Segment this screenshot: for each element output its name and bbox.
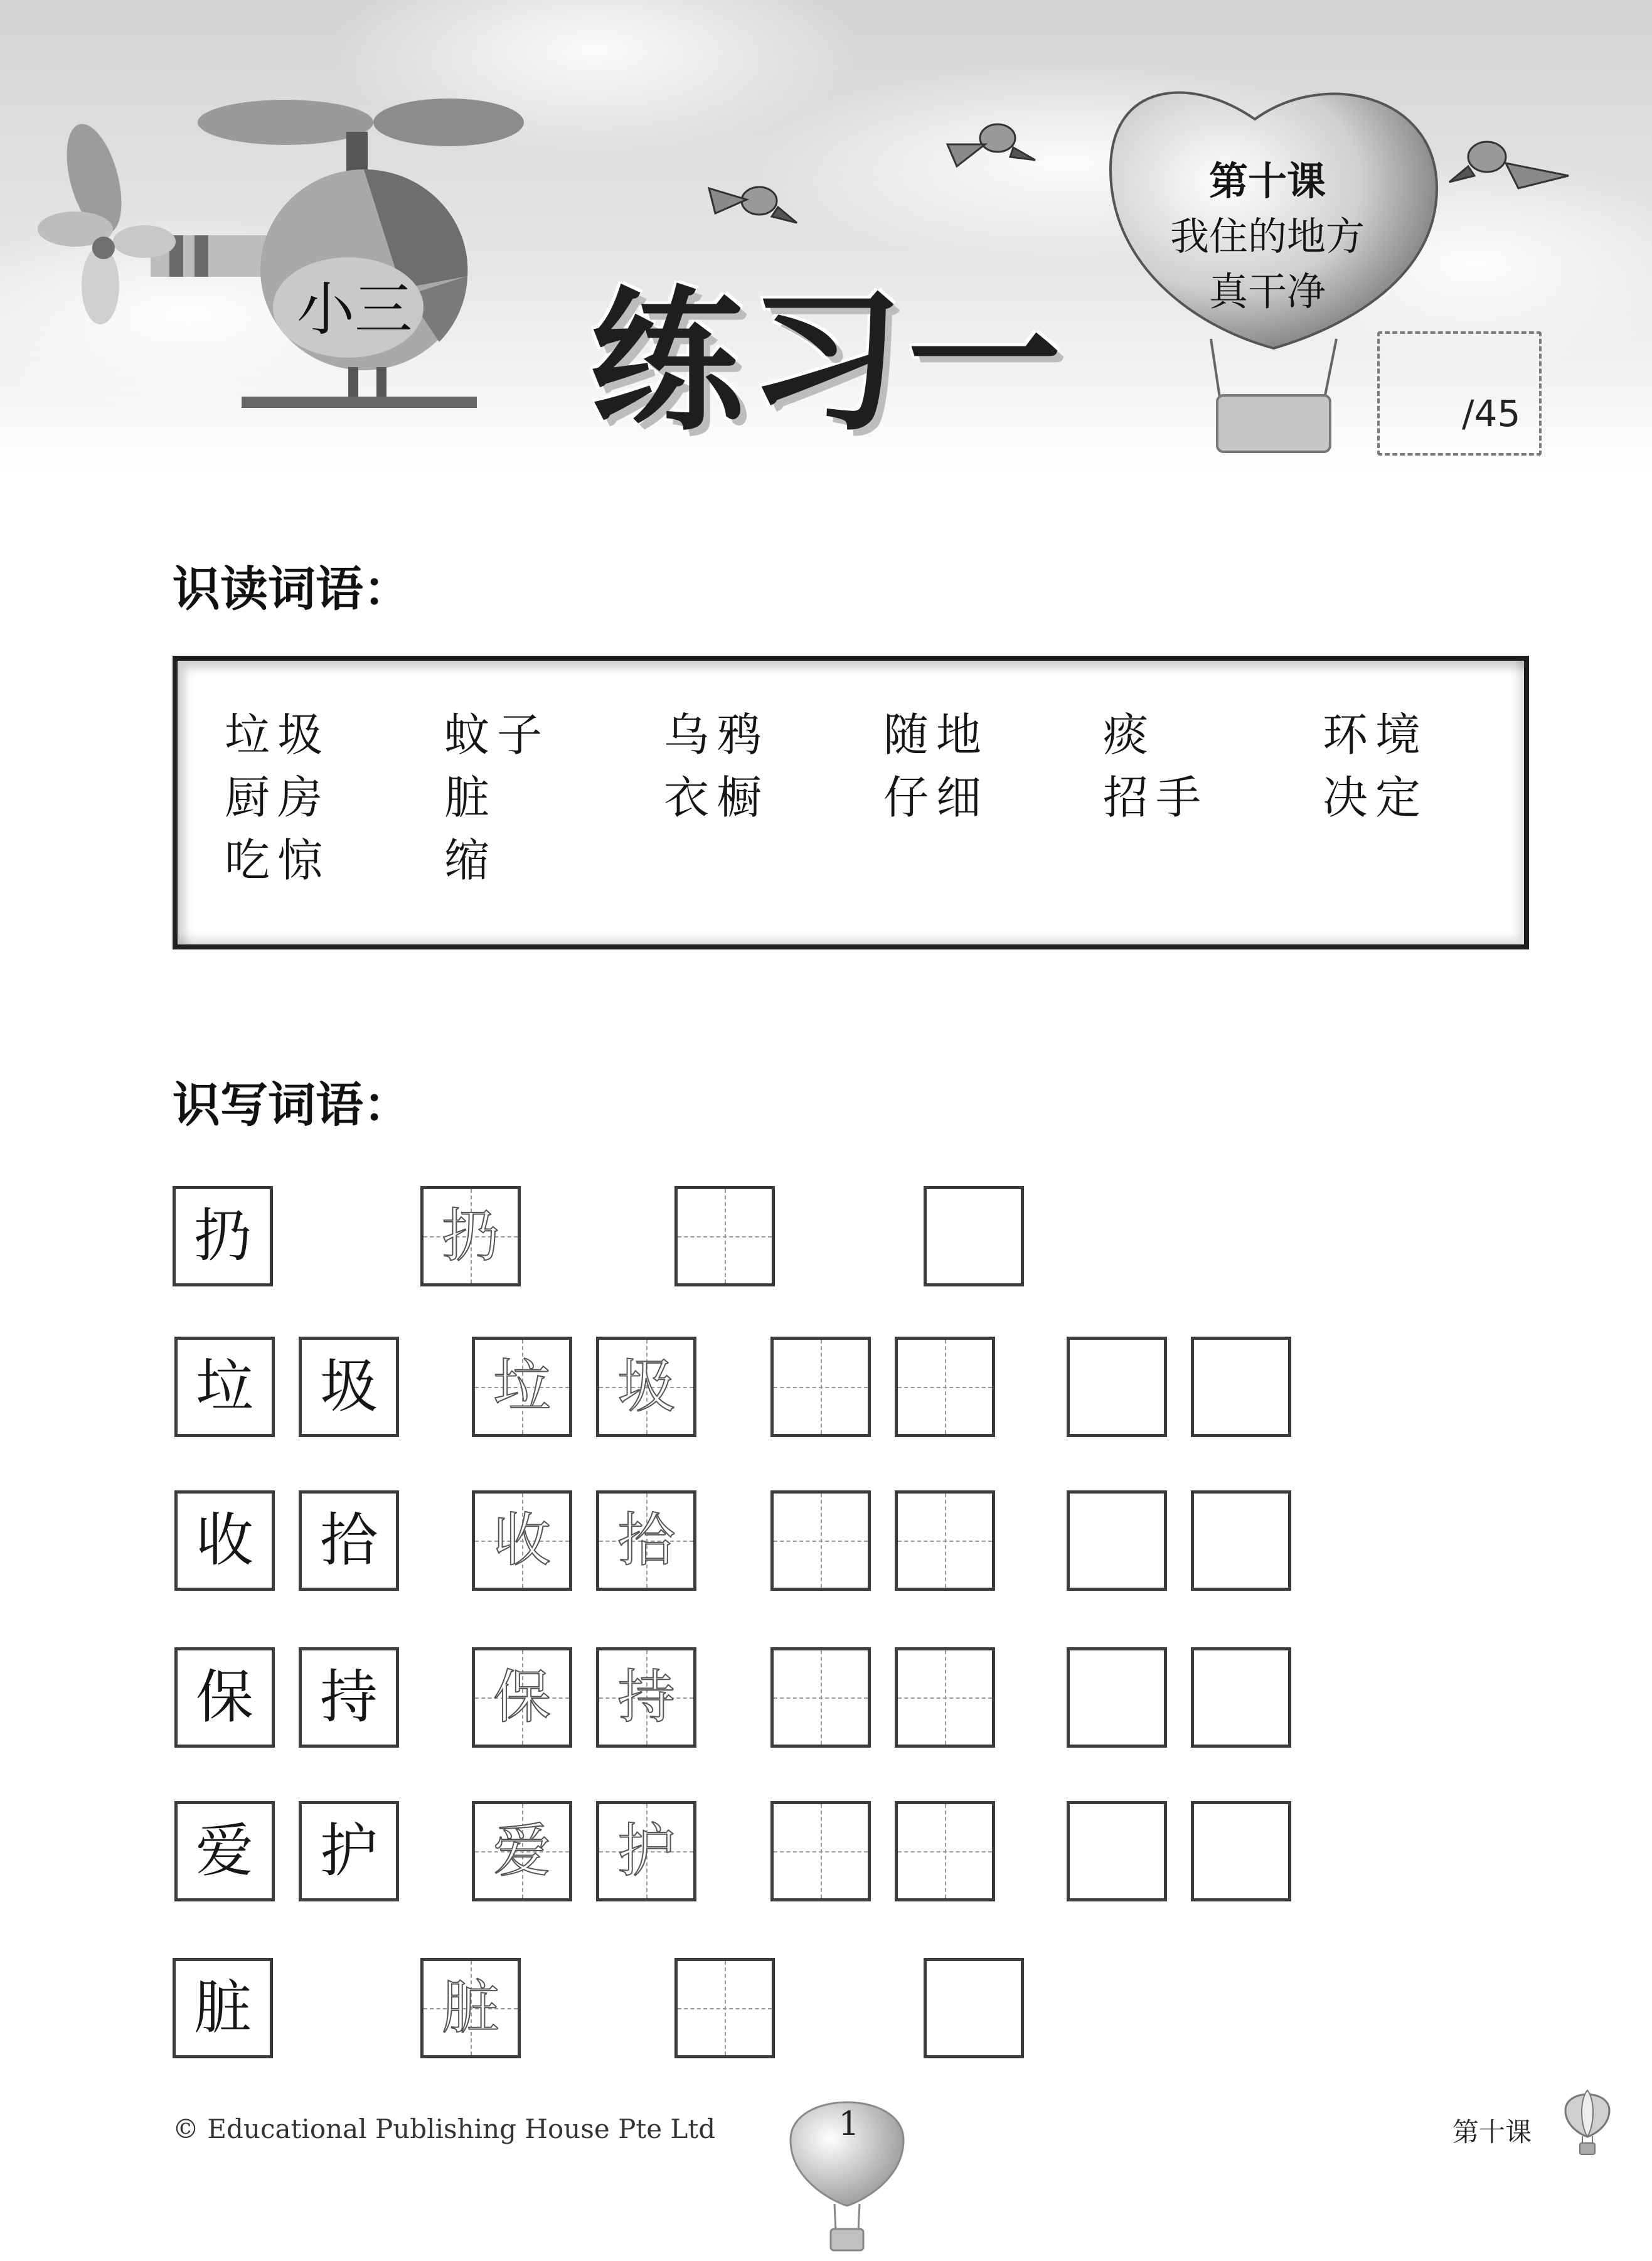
practice-character: 保 bbox=[493, 1664, 551, 1731]
grade-label: 小三 bbox=[296, 276, 412, 343]
trace-character-box[interactable] bbox=[472, 1647, 572, 1748]
practice-character: 拾 bbox=[319, 1507, 378, 1574]
guided-writing-box[interactable] bbox=[895, 1337, 995, 1437]
reading-word: 仔细 bbox=[883, 771, 989, 824]
model-character-box bbox=[299, 1337, 399, 1437]
lesson-title-line2: 真干净 bbox=[1208, 269, 1326, 314]
practice-character: 圾 bbox=[319, 1353, 378, 1420]
model-character-box bbox=[174, 1801, 275, 1901]
blank-writing-box[interactable] bbox=[1067, 1801, 1167, 1901]
guided-writing-box[interactable] bbox=[770, 1490, 871, 1591]
guided-writing-box[interactable] bbox=[770, 1647, 871, 1748]
lesson-number: 第十课 bbox=[1208, 158, 1326, 204]
trace-character-box[interactable] bbox=[420, 1186, 521, 1286]
trace-character-box[interactable] bbox=[596, 1490, 696, 1591]
reading-heading: 识读词语： bbox=[173, 561, 411, 617]
model-character-box bbox=[299, 1647, 399, 1748]
reading-word: 痰 bbox=[1103, 708, 1156, 761]
small-balloon-icon bbox=[1562, 2087, 1612, 2159]
guided-writing-box[interactable] bbox=[770, 1801, 871, 1901]
blank-writing-box[interactable] bbox=[924, 1186, 1024, 1286]
exercise-title: 练习一 bbox=[590, 272, 1066, 451]
trace-character-box[interactable] bbox=[420, 1958, 521, 2058]
reading-word: 蚊子 bbox=[444, 708, 550, 761]
blank-writing-box[interactable] bbox=[1191, 1647, 1291, 1748]
reading-word: 决定 bbox=[1323, 771, 1429, 824]
practice-character: 爱 bbox=[493, 1817, 551, 1884]
model-character-box bbox=[299, 1490, 399, 1591]
reading-word: 随地 bbox=[883, 708, 989, 761]
practice-character: 垃 bbox=[493, 1353, 551, 1420]
reading-word: 衣橱 bbox=[664, 771, 770, 824]
model-character-box bbox=[173, 1186, 273, 1286]
publisher-credit: © Educational Publishing House Pte Ltd bbox=[173, 2114, 716, 2144]
trace-character-box[interactable] bbox=[596, 1647, 696, 1748]
practice-character: 持 bbox=[319, 1664, 378, 1731]
practice-character: 收 bbox=[195, 1507, 253, 1574]
guided-writing-box[interactable] bbox=[674, 1958, 775, 2058]
model-character-box bbox=[299, 1801, 399, 1901]
model-character-box bbox=[174, 1647, 275, 1748]
reading-word: 厨房 bbox=[225, 771, 331, 824]
footer-lesson: 第十课 bbox=[1452, 2117, 1532, 2147]
reading-word: 环境 bbox=[1323, 708, 1429, 761]
practice-character: 持 bbox=[617, 1664, 675, 1731]
blank-writing-box[interactable] bbox=[924, 1958, 1024, 2058]
blank-writing-box[interactable] bbox=[1191, 1337, 1291, 1437]
practice-character: 垃 bbox=[195, 1353, 253, 1420]
score-total: /45 bbox=[1462, 392, 1521, 435]
writing-heading: 识写词语： bbox=[173, 1077, 411, 1133]
practice-character: 拾 bbox=[617, 1507, 675, 1574]
blank-writing-box[interactable] bbox=[1067, 1490, 1167, 1591]
trace-character-box[interactable] bbox=[596, 1337, 696, 1437]
model-character-box bbox=[173, 1958, 273, 2058]
lesson-title-line1: 我住的地方 bbox=[1170, 213, 1365, 259]
guided-writing-box[interactable] bbox=[895, 1490, 995, 1591]
guided-writing-box[interactable] bbox=[895, 1801, 995, 1901]
practice-character: 爱 bbox=[195, 1817, 253, 1884]
reading-word: 乌鸦 bbox=[664, 708, 770, 761]
practice-character: 圾 bbox=[617, 1353, 675, 1420]
model-character-box bbox=[174, 1337, 275, 1437]
blank-writing-box[interactable] bbox=[1191, 1490, 1291, 1591]
practice-character: 脏 bbox=[441, 1974, 499, 2041]
trace-character-box[interactable] bbox=[596, 1801, 696, 1901]
page-number: 1 bbox=[838, 2105, 860, 2143]
practice-character: 护 bbox=[319, 1817, 378, 1884]
reading-word: 招手 bbox=[1103, 771, 1209, 824]
practice-character: 保 bbox=[195, 1664, 253, 1731]
guided-writing-box[interactable] bbox=[895, 1647, 995, 1748]
reading-words-panel bbox=[173, 656, 1529, 949]
practice-character: 护 bbox=[617, 1817, 675, 1884]
reading-word: 吃惊 bbox=[225, 834, 331, 887]
blank-writing-box[interactable] bbox=[1191, 1801, 1291, 1901]
trace-character-box[interactable] bbox=[472, 1801, 572, 1901]
reading-word: 垃圾 bbox=[225, 708, 331, 761]
guided-writing-box[interactable] bbox=[674, 1186, 775, 1286]
model-character-box bbox=[174, 1490, 275, 1591]
lesson-info bbox=[1129, 154, 1405, 319]
practice-character: 脏 bbox=[193, 1974, 252, 2041]
trace-character-box[interactable] bbox=[472, 1337, 572, 1437]
blank-writing-box[interactable] bbox=[1067, 1647, 1167, 1748]
practice-character: 扔 bbox=[193, 1202, 252, 1269]
blank-writing-box[interactable] bbox=[1067, 1337, 1167, 1437]
practice-character: 收 bbox=[493, 1507, 551, 1574]
reading-word: 缩 bbox=[444, 834, 498, 887]
trace-character-box[interactable] bbox=[472, 1490, 572, 1591]
reading-word: 脏 bbox=[444, 771, 498, 824]
guided-writing-box[interactable] bbox=[770, 1337, 871, 1437]
practice-character: 扔 bbox=[441, 1202, 499, 1269]
